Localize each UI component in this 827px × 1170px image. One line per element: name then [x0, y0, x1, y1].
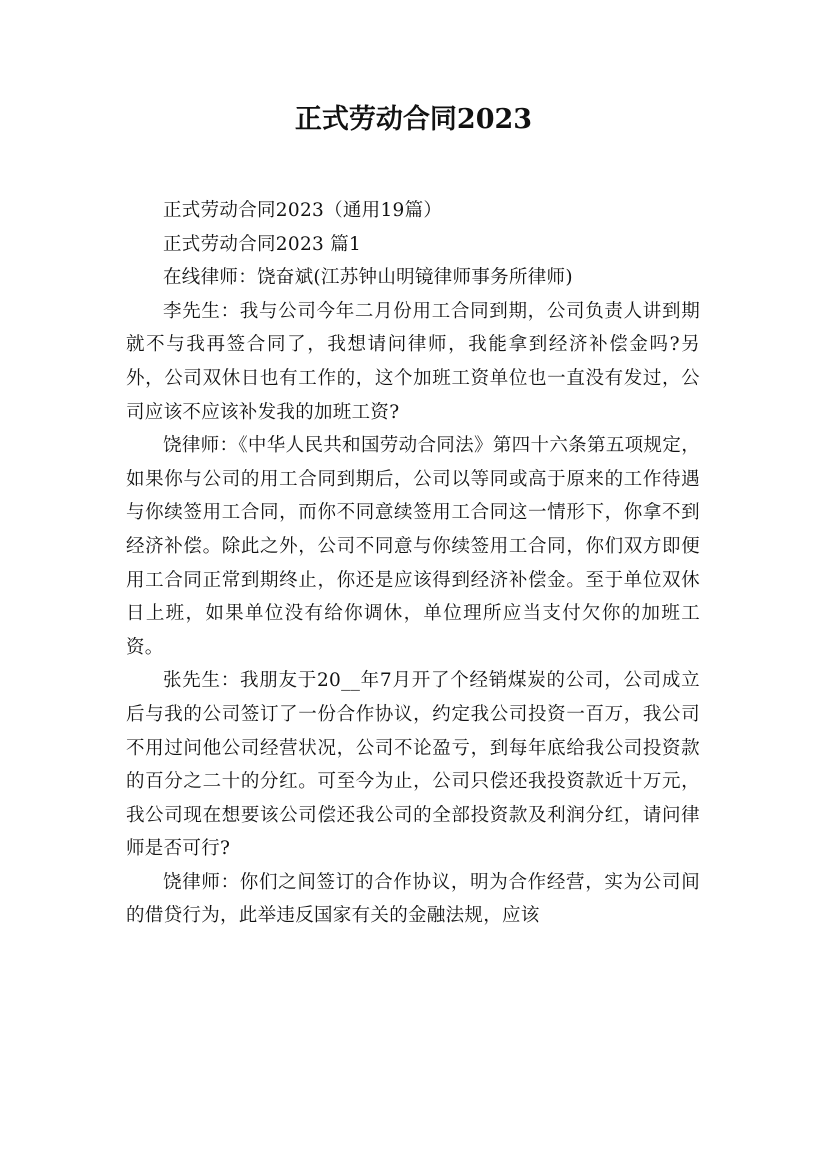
question-paragraph: 张先生：我朋友于20__年7月开了个经销煤炭的公司，公司成立后与我的公司签订了一份合作协议，约定我公司投资一百万，我公司不用过问他公司经营状况，公司不论盈亏，到每年底给我公司投资款的百分之二十的分红。可至今为止，公司只偿还我投资款近十万元，我公司现在想要该公司偿还我公司的全部投资款及利润分红，请问律师是否可行?	[126, 670, 700, 860]
question-paragraph: 李先生：我与公司今年二月份用工合同到期，公司负责人讲到期就不与我再签合同了，我想请问律师，我能拿到经济补偿金吗?另外，公司双休日也有工作的，这个加班工资单位也一直没有发过，公司应该不应该补发我的加班工资?	[126, 300, 700, 423]
answer-paragraph: 饶律师：你们之间签订的合作协议，明为合作经营，实为公司间的借贷行为，此举违反国家有关的金融法规，应该	[126, 871, 700, 927]
document-body	[126, 194, 700, 933]
lawyer-info: 在线律师：饶奋斌(江苏钟山明镜律师事务所律师)	[163, 267, 573, 289]
document-title: 正式劳动合同2023	[294, 104, 533, 135]
subtitle-paragraph: 正式劳动合同2023（通用19篇）	[163, 200, 443, 221]
section-heading: 正式劳动合同2023 篇1	[163, 233, 362, 255]
answer-paragraph: 饶律师：《中华人民共和国劳动合同法》第四十六条第五项规定，如果你与公司的用工合同到期后，公司以等同或高于原来的工作待遇与你续签用工合同，而你不同意续签用工合同这一情形下，你拿不到经济补偿。除此之外，公司不同意与你续签用工合同，你们双方即便用工合同正常到期终止，你还是应该得到经济补偿金。至于单位双休日上班，如果单位没有给你调休，单位理所应当支付欠你的加班工资。	[126, 435, 700, 658]
